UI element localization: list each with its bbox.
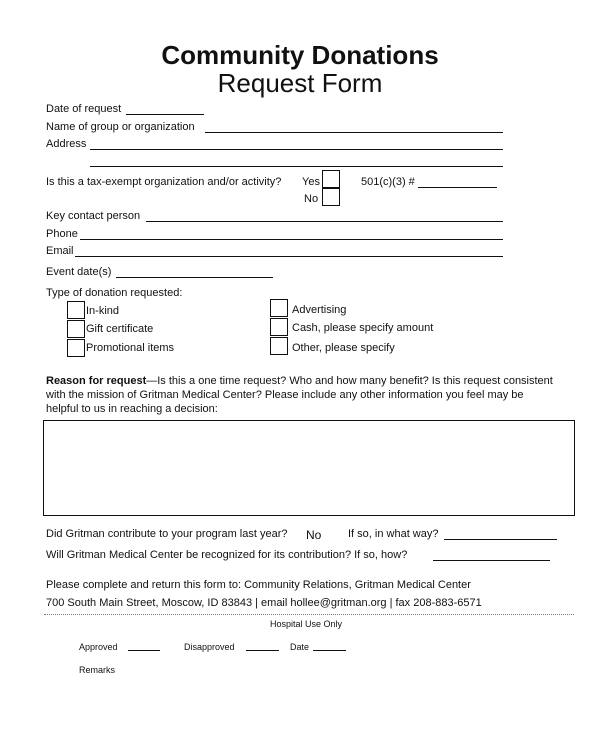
contribute-followup-label: If so, in what way?: [348, 528, 439, 540]
cash-checkbox[interactable]: [270, 318, 288, 336]
email-field[interactable]: [75, 256, 503, 257]
phone-field[interactable]: [80, 239, 503, 240]
promotional-items-checkbox[interactable]: [67, 339, 85, 357]
disapproved-label: Disapproved: [184, 642, 235, 652]
disapproved-field[interactable]: [246, 650, 279, 651]
reason-paragraph: [46, 374, 556, 416]
address-label: Address: [46, 138, 87, 150]
key-contact-field[interactable]: [146, 221, 503, 222]
date-of-request-field[interactable]: [126, 114, 204, 115]
key-contact-label: Key contact person: [46, 210, 141, 222]
tax-exempt-no-checkbox[interactable]: [322, 188, 340, 206]
address-field-line-2[interactable]: [90, 166, 503, 167]
contribute-question: Did Gritman contribute to your program last year?: [46, 528, 288, 540]
tax-exempt-yes-checkbox[interactable]: [322, 170, 340, 188]
return-instructions: Please complete and return this form to: Community Relations, Gritman Medical Center: [46, 579, 471, 591]
hospital-use-separator: [44, 614, 574, 615]
yes-label: Yes: [302, 176, 320, 188]
event-dates-label: Event date(s): [46, 266, 112, 278]
reason-heading: Reason for request: [46, 375, 147, 387]
reason-textarea[interactable]: [43, 420, 575, 516]
phone-label: Phone: [46, 228, 78, 240]
501c3-field[interactable]: [418, 187, 497, 188]
gift-certificate-label: Gift certificate: [86, 323, 154, 335]
recognized-field[interactable]: [433, 560, 550, 561]
return-address: 700 South Main Street, Moscow, ID 83843 | email hollee@gritman.org | fax 208-883-6571: [46, 597, 482, 609]
event-dates-field[interactable]: [116, 277, 273, 278]
remarks-label: Remarks: [79, 665, 116, 675]
in-kind-checkbox[interactable]: [67, 301, 85, 319]
date-label: Date: [290, 642, 310, 652]
501c3-label: 501(c)(3) #: [361, 176, 415, 188]
form-subtitle: Request Form: [217, 68, 383, 98]
approved-label: Approved: [79, 642, 118, 652]
tax-exempt-label: Is this a tax-exempt organization and/or activity?: [46, 176, 282, 188]
date-of-request-label: Date of request: [46, 103, 122, 115]
form-title: Community Donations: [161, 40, 439, 70]
reason-text: —Is this a one time request? Who and how many benefit? Is this request consistent with the mission of Gritman Medical Center? Please include any other information you feel may be helpful to us in reaching a decision:: [46, 375, 553, 415]
other-label: Other, please specify: [292, 342, 395, 354]
no-label: No: [304, 193, 319, 205]
group-name-field[interactable]: [205, 132, 503, 133]
advertising-label: Advertising: [292, 304, 347, 316]
hospital-use-heading: Hospital Use Only: [269, 619, 343, 629]
group-name-label: Name of group or organization: [46, 121, 195, 133]
contribute-answer[interactable]: No: [306, 528, 322, 542]
address-field-line-1[interactable]: [90, 149, 503, 150]
cash-label: Cash, please specify amount: [292, 322, 434, 334]
advertising-checkbox[interactable]: [270, 299, 288, 317]
approved-field[interactable]: [128, 650, 160, 651]
in-kind-label: In-kind: [86, 305, 120, 317]
promotional-items-label: Promotional items: [86, 342, 175, 354]
email-label: Email: [46, 245, 74, 257]
contribute-followup-field[interactable]: [444, 539, 557, 540]
other-checkbox[interactable]: [270, 337, 288, 355]
recognized-question: Will Gritman Medical Center be recognized for its contribution? If so, how?: [46, 549, 408, 561]
gift-certificate-checkbox[interactable]: [67, 320, 85, 338]
donation-type-heading: Type of donation requested:: [46, 287, 183, 299]
date-field[interactable]: [313, 650, 346, 651]
